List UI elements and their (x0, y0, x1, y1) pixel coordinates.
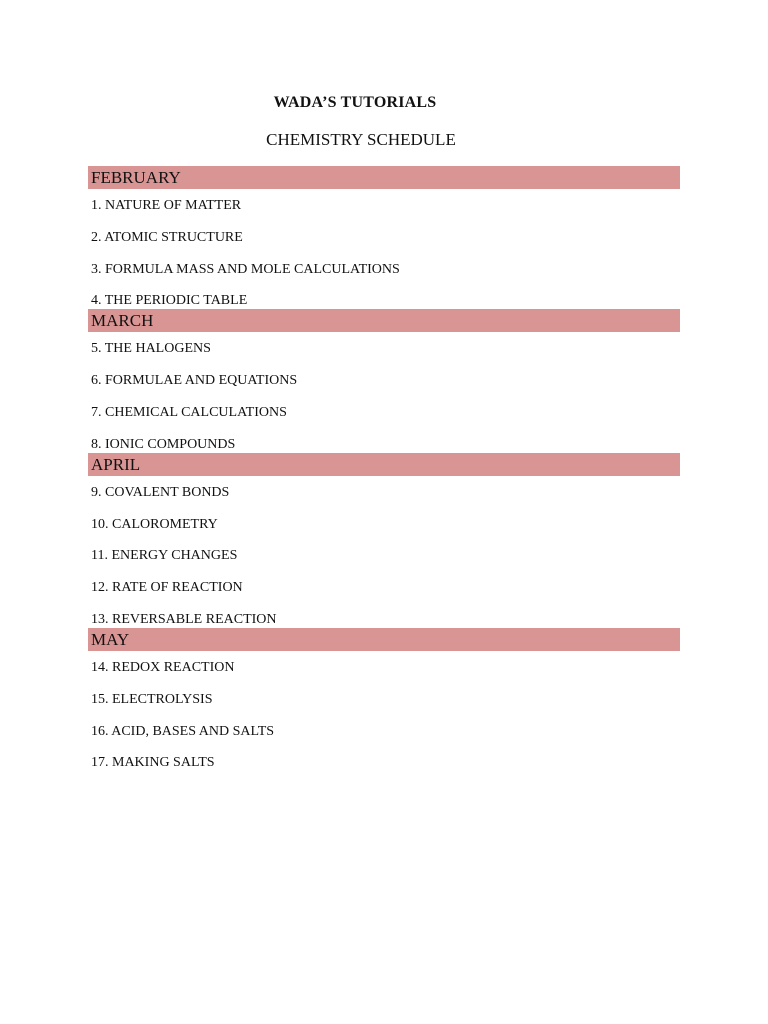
page-title: WADA’S TUTORIALS (273, 94, 437, 111)
month-heading-april: APRIL (88, 453, 680, 476)
topic-list-may (88, 651, 680, 771)
month-heading-february: FEBRUARY (88, 166, 680, 189)
month-heading-march: MARCH (88, 309, 680, 332)
month-section-april (88, 453, 680, 628)
topic-item: 3. FORMULA MASS AND MOLE CALCULATIONS (91, 261, 400, 277)
topic-item: 10. CALOROMETRY (91, 516, 218, 532)
topic-item: 7. CHEMICAL CALCULATIONS (91, 404, 287, 420)
topic-item: 13. REVERSABLE REACTION (91, 611, 277, 627)
month-section-march (88, 309, 680, 452)
topic-item: 12. RATE OF REACTION (91, 580, 243, 596)
topic-item: 9. COVALENT BONDS (91, 484, 230, 500)
topic-item: 17. MAKING SALTS (91, 755, 215, 771)
topic-list-march (88, 332, 680, 452)
topic-item: 6. FORMULAE AND EQUATIONS (91, 373, 298, 389)
topic-item: 14. REDOX REACTION (91, 659, 235, 675)
topic-item: 16. ACID, BASES AND SALTS (91, 723, 275, 739)
page-subtitle: CHEMISTRY SCHEDULE (266, 130, 456, 149)
topic-list-february (88, 189, 680, 309)
topic-list-april (88, 476, 680, 628)
month-section-february (88, 166, 680, 309)
month-section-may (88, 628, 680, 771)
topic-item: 5. THE HALOGENS (91, 341, 211, 357)
schedule (88, 166, 680, 771)
topic-item: 15. ELECTROLYSIS (91, 691, 213, 707)
topic-item: 1. NATURE OF MATTER (91, 198, 242, 213)
topic-item: 8. IONIC COMPOUNDS (91, 436, 236, 452)
month-heading-may: MAY (88, 628, 680, 651)
topic-item: 2. ATOMIC STRUCTURE (91, 229, 243, 245)
topic-item: 4. THE PERIODIC TABLE (91, 293, 248, 309)
topic-item: 11. ENERGY CHANGES (91, 548, 238, 564)
